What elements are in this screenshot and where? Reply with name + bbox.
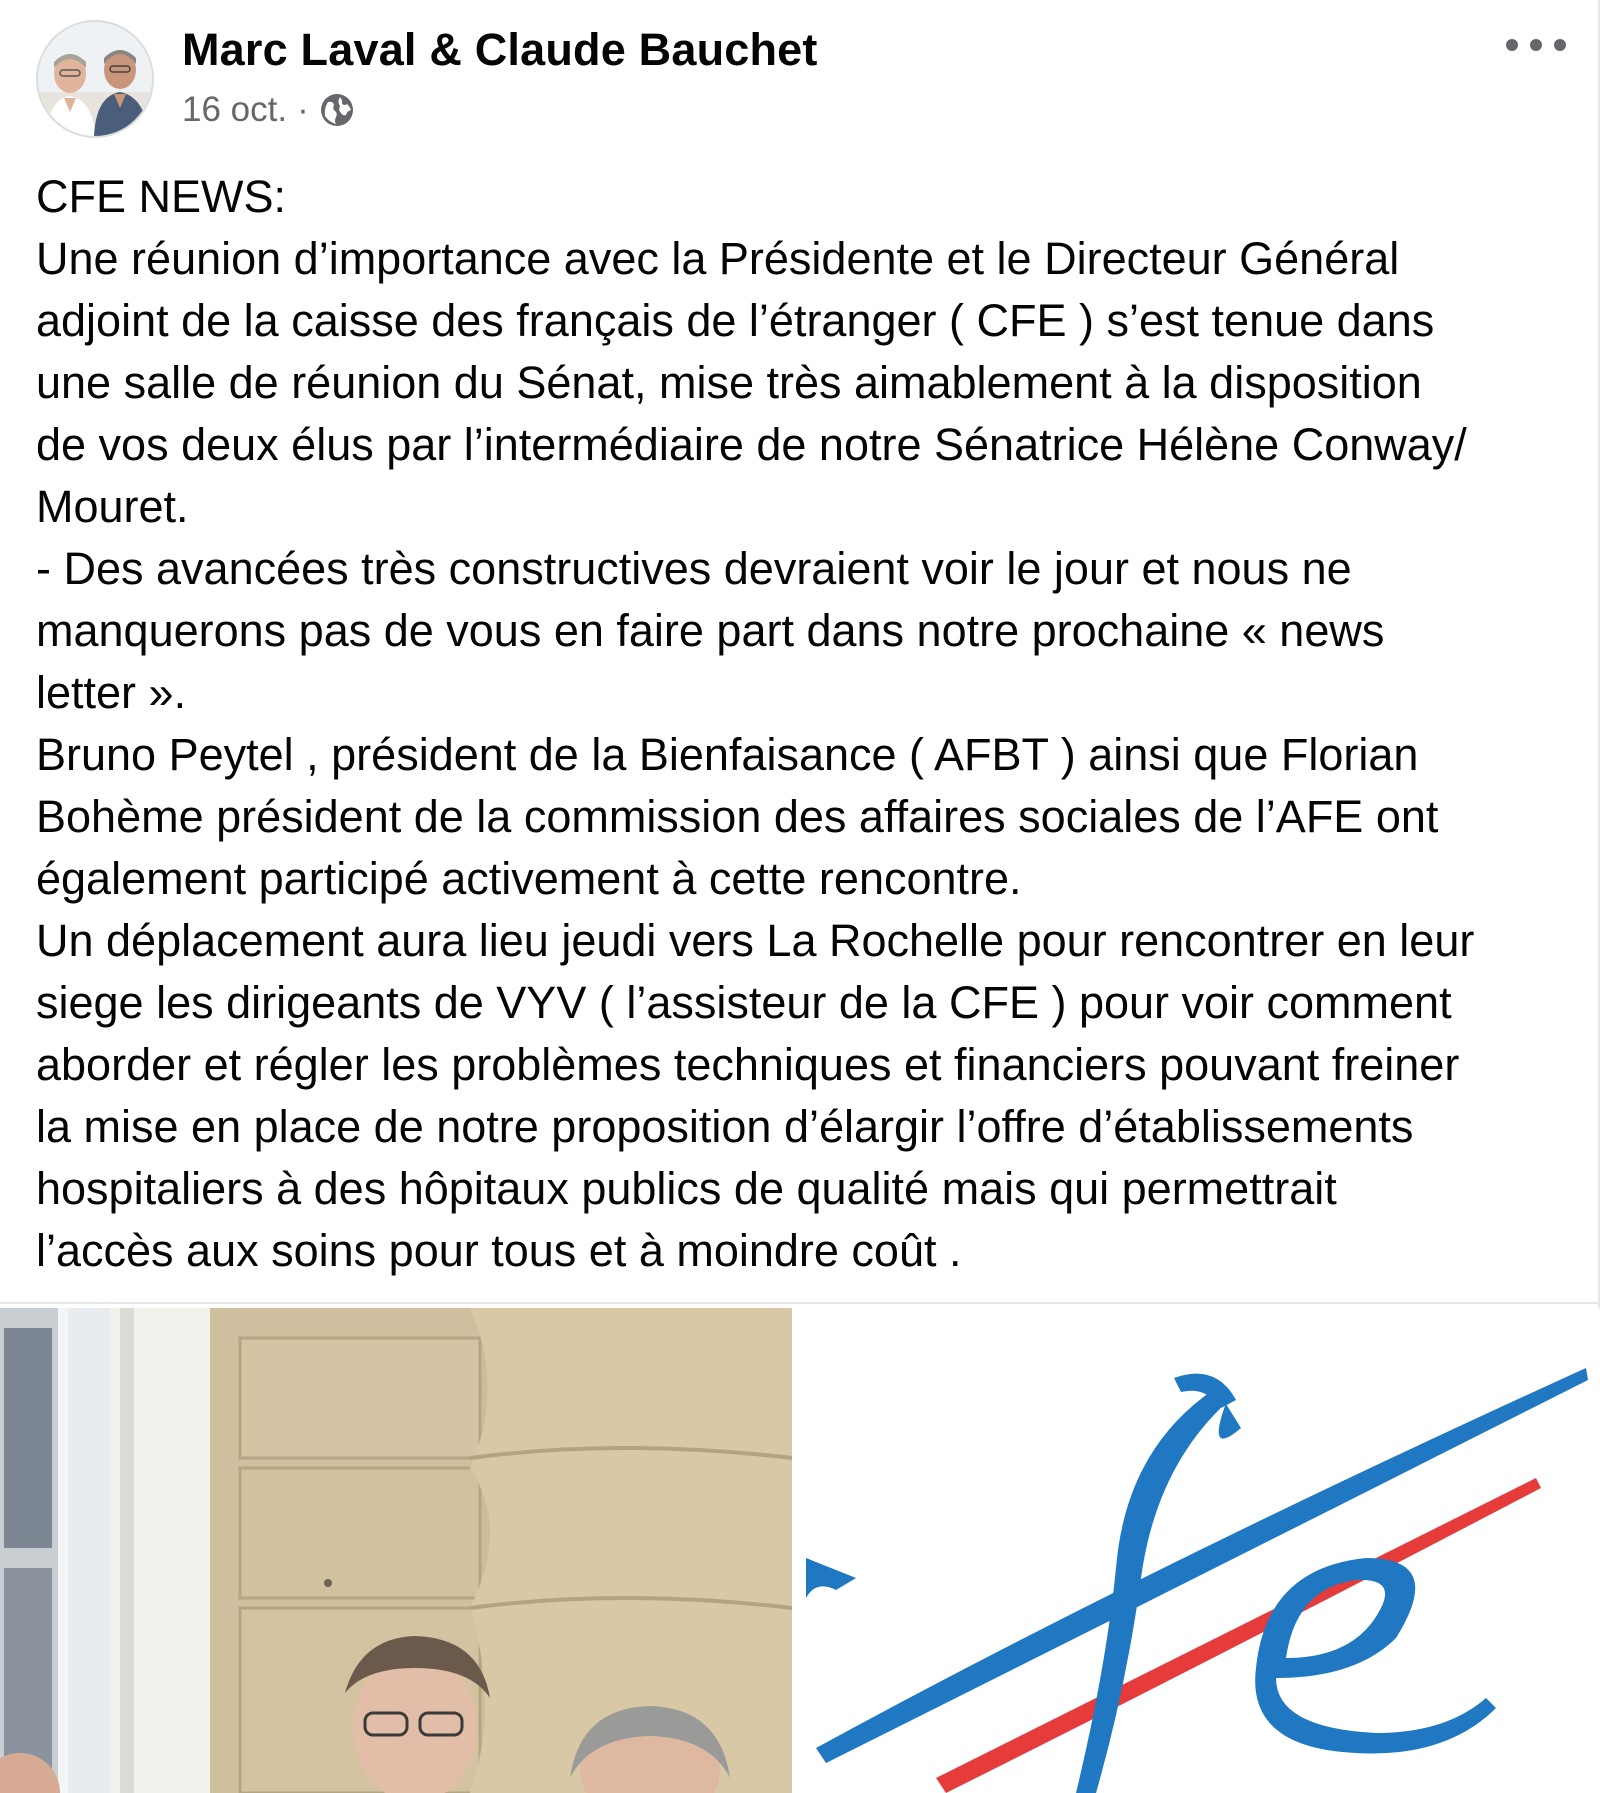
author-avatar[interactable] <box>36 20 154 138</box>
avatar-photo <box>38 22 152 136</box>
post-header <box>36 20 1566 140</box>
post-text-line: adjoint de la caisse des français de l’étranger ( CFE ) s’est tenue dans <box>36 295 1435 346</box>
dot-icon <box>1554 39 1566 51</box>
post-text-line: Bruno Peytel , président de la Bienfaisance ( AFBT ) ainsi que Florian <box>36 729 1419 780</box>
post-text-line: - Des avancées très constructives devraient voir le jour et nous ne <box>36 543 1352 594</box>
post-text-line: aborder et régler les problèmes techniques et financiers pouvant freiner <box>36 1039 1460 1090</box>
meta-separator: · <box>297 90 309 129</box>
post-text-line: hospitaliers à des hôpitaux publics de qualité mais qui permettrait <box>36 1163 1337 1214</box>
globe-icon <box>319 92 355 128</box>
post-text-line: Une réunion d’importance avec la Présidente et le Directeur Général <box>36 233 1400 284</box>
group-photo-image <box>0 1308 792 1793</box>
post-text-line: l’accès aux soins pour tous et à moindre coût . <box>36 1225 962 1276</box>
post-text-line: siege les dirigeants de VYV ( l’assisteur de la CFE ) pour voir comment <box>36 977 1452 1028</box>
post-text-line: CFE NEWS: <box>36 171 287 222</box>
post-text-line: la mise en place de notre proposition d’élargir l’offre d’établissements <box>36 1101 1414 1152</box>
post-meta <box>182 90 355 130</box>
post-text-line: Mouret. <box>36 481 189 532</box>
cfe-logo <box>796 1308 1600 1793</box>
dot-icon <box>1506 39 1518 51</box>
post-message <box>36 166 1576 1282</box>
post-text-line: Bohème président de la commission des affaires sociales de l’AFE ont <box>36 791 1439 842</box>
cfe-logo-image[interactable] <box>796 1308 1600 1793</box>
dot-icon <box>1530 39 1542 51</box>
author-name[interactable]: Marc Laval & Claude Bauchet <box>182 24 818 75</box>
post-text-line: une salle de réunion du Sénat, mise très aimablement à la disposition <box>36 357 1422 408</box>
post-text-line: également participé activement à cette rencontre. <box>36 853 1022 904</box>
post-text-line: letter ». <box>36 667 187 718</box>
post-text-line: de vos deux élus par l’intermédiaire de notre Sénatrice Hélène Conway/ <box>36 419 1467 470</box>
media-divider <box>0 1302 1600 1304</box>
post-text-line: Un déplacement aura lieu jeudi vers La Rochelle pour rencontrer en leur <box>36 915 1475 966</box>
post-text-line: manquerons pas de vous en faire part dans notre prochaine « news <box>36 605 1385 656</box>
group-photo[interactable] <box>0 1308 792 1793</box>
more-options-icon[interactable] <box>1506 28 1566 62</box>
post-date[interactable]: 16 oct. <box>182 90 288 129</box>
